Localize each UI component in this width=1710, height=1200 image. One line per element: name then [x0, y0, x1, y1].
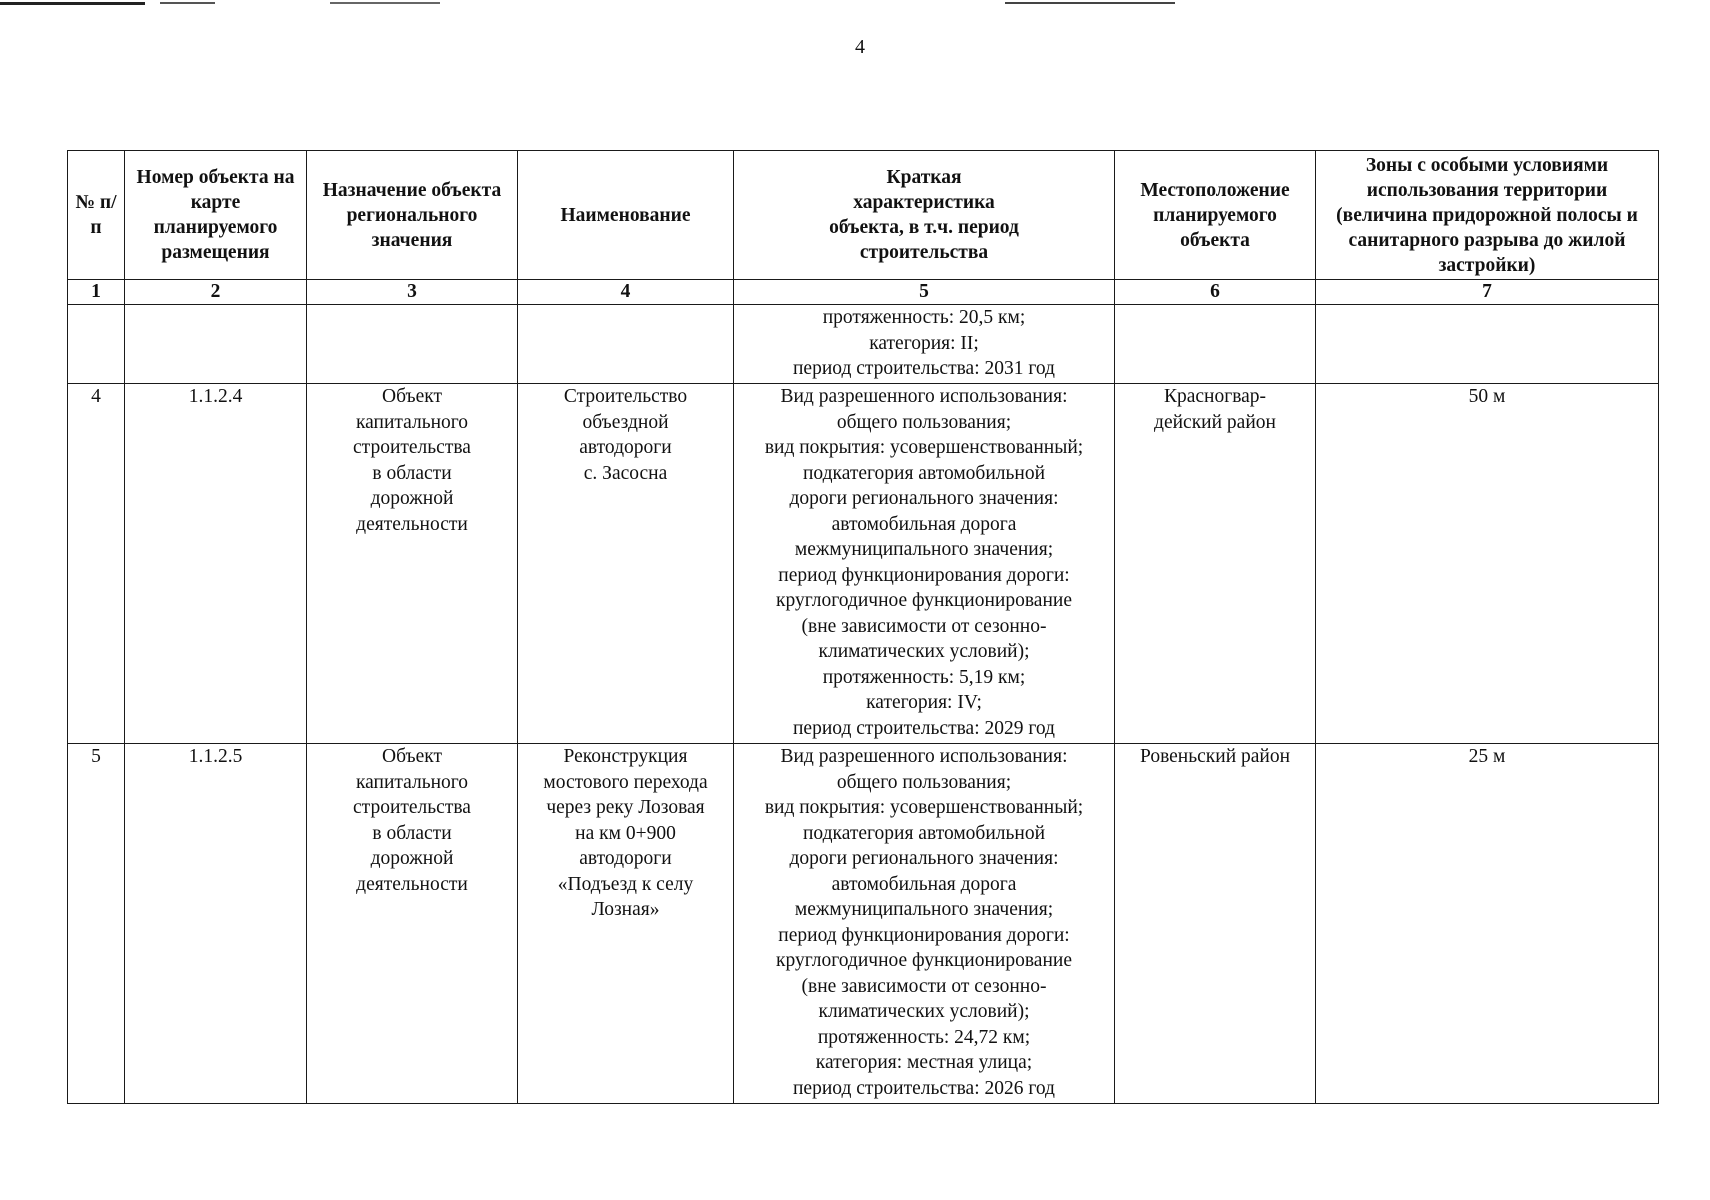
cell-zones: 25 м	[1316, 744, 1659, 1104]
cell-name	[518, 305, 734, 384]
header-name: Наименование	[518, 151, 734, 280]
column-number: 3	[307, 280, 518, 305]
cell-purpose: Объект капитального строительства в области дорожной деятельности	[307, 384, 518, 744]
scan-artifact-line	[0, 2, 145, 5]
cell-location: Ровеньский район	[1115, 744, 1316, 1104]
cell-row-number: 5	[68, 744, 125, 1104]
header-location: Местоположение планируемого объекта	[1115, 151, 1316, 280]
cell-location: Красногвар- дейский район	[1115, 384, 1316, 744]
column-number: 2	[125, 280, 307, 305]
column-number: 6	[1115, 280, 1316, 305]
header-object-number: Номер объекта на карте планируемого размещения	[125, 151, 307, 280]
cell-object-number	[125, 305, 307, 384]
table-row-continuation	[68, 305, 1659, 384]
table-row	[68, 384, 1659, 744]
cell-row-number	[68, 305, 125, 384]
header-zones: Зоны с особыми условиями использования территории (величина придорожной полосы и санитарного разрыва до жилой застройки)	[1316, 151, 1659, 280]
scan-artifact-line	[160, 2, 215, 4]
header-purpose: Назначение объекта регионального значения	[307, 151, 518, 280]
table-row	[68, 744, 1659, 1104]
cell-characteristic: Вид разрешенного использования: общего пользования; вид покрытия: усовершенствованный; подкатегория автомобильной дороги регионального значения: автомобильная дорога межмуниципального значения; период функционирования дороги: круглогодичное функционирование (вне зависимости от сезонно- климатических условий); протяженность: 5,19 км; категория: IV; период строительства: 2029 год	[734, 384, 1115, 744]
cell-characteristic: Вид разрешенного использования: общего пользования; вид покрытия: усовершенствованный; подкатегория автомобильной дороги регионального значения: автомобильная дорога межмуниципального значения; период функционирования дороги: круглогодичное функционирование (вне зависимости от сезонно- климатических условий); протяженность: 24,72 км; категория: местная улица; период строительства: 2026 год	[734, 744, 1115, 1104]
column-number: 1	[68, 280, 125, 305]
cell-object-number: 1.1.2.5	[125, 744, 307, 1104]
cell-name: Строительство объездной автодороги с. Засосна	[518, 384, 734, 744]
cell-name: Реконструкция мостового перехода через реку Лозовая на км 0+900 автодороги «Подъезд к селу Лозная»	[518, 744, 734, 1104]
table-header-row	[68, 151, 1659, 280]
scan-artifact-line	[330, 2, 440, 4]
header-characteristic: Краткая характеристика объекта, в т.ч. период строительства	[734, 151, 1115, 280]
header-row-number: № п/п	[68, 151, 125, 280]
cell-row-number: 4	[68, 384, 125, 744]
regional-objects-table	[67, 150, 1659, 1104]
scan-artifact-line	[1005, 2, 1175, 4]
cell-location	[1115, 305, 1316, 384]
cell-object-number: 1.1.2.4	[125, 384, 307, 744]
cell-zones	[1316, 305, 1659, 384]
column-number: 5	[734, 280, 1115, 305]
column-number: 4	[518, 280, 734, 305]
cell-zones: 50 м	[1316, 384, 1659, 744]
column-number-row	[68, 280, 1659, 305]
page-number: 4	[855, 36, 865, 58]
cell-purpose	[307, 305, 518, 384]
cell-characteristic: протяженность: 20,5 км; категория: II; период строительства: 2031 год	[734, 305, 1115, 384]
column-number: 7	[1316, 280, 1659, 305]
cell-purpose: Объект капитального строительства в области дорожной деятельности	[307, 744, 518, 1104]
